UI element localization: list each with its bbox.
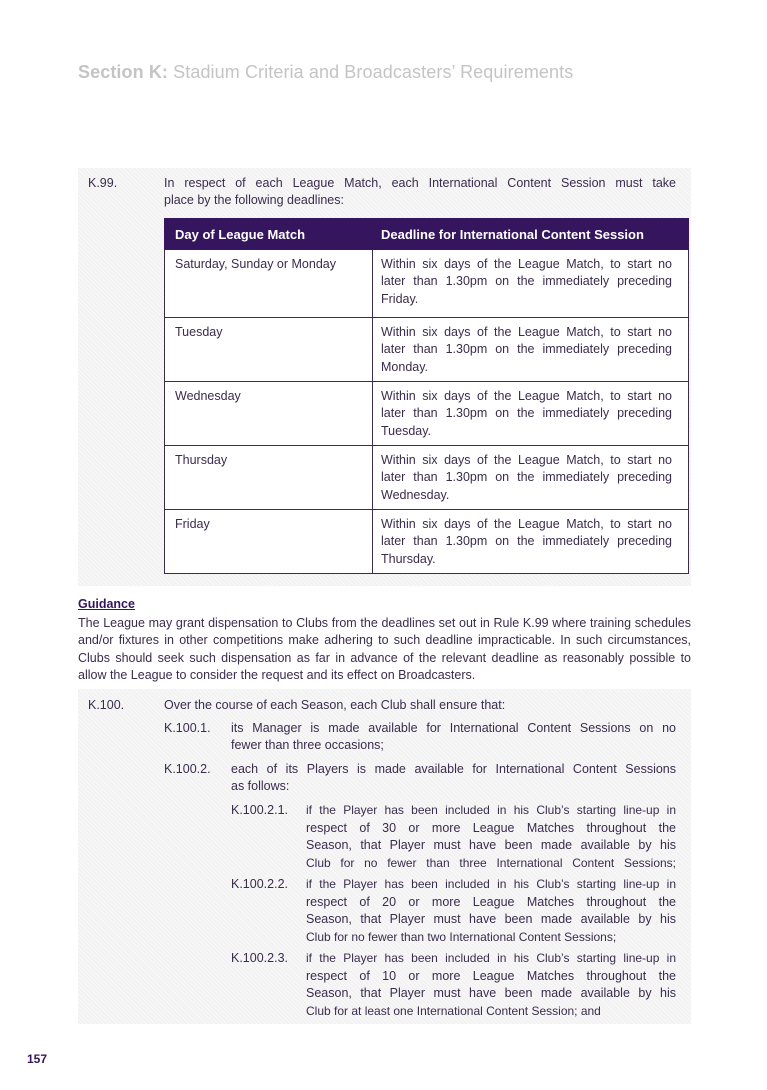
guidance-text [78,615,691,685]
section-title-text: Stadium Criteria and Broadcasters’ Requirements [173,62,574,82]
deadline-text: Within six days of the League Match, to start no later than 1.30pm on the immediately preceding Friday. [381,257,672,306]
guidance-heading: Guidance [78,597,135,611]
rule-k10022-line-2: respect of 20 or more League Matches throughout the [306,894,676,909]
rule-k10023-line-2: respect of 10 or more League Matches throughout the [306,968,676,983]
rule-k10022-line-1: if the Player has been included in his Club’s starting line-up in [306,877,676,891]
deadline-table [164,218,689,574]
rule-k10021-line-3: Season, that Player must have been made available by his [306,838,676,852]
table-row [165,446,689,510]
table-row [165,382,689,446]
table-header-row [165,219,689,250]
header-deadline: Deadline for International Content Session [373,219,689,250]
table-row [165,318,689,382]
rule-k100-intro: Over the course of each Season, each Club shall ensure that: [164,698,506,712]
rule-number-k10023: K.100.2.3. [231,951,288,965]
day-cell: Tuesday [165,318,373,382]
day-cell: Thursday [165,446,373,510]
deadline-text: Within six days of the League Match, to start no later than 1.30pm on the immediately preceding Wednesday. [381,453,672,502]
rule-k10021-line-1: if the Player has been included in his Club’s starting line-up in [306,803,676,817]
header-day-of-league-match: Day of League Match [165,219,373,250]
deadline-cell [373,446,689,510]
rule-k10023-line-3: Season, that Player must have been made available by his [306,986,676,1000]
deadline-text: Within six days of the League Match, to start no later than 1.30pm on the immediately preceding Thursday. [381,517,672,566]
rule-number-k99: K.99. [88,176,118,190]
day-cell: Friday [165,510,373,574]
guidance-paragraph: The League may grant dispensation to Clubs from the deadlines set out in Rule K.99 where training schedules and/or fixtures in other competitions make adhering to such deadline impracticable. In such circumstances, Clubs should seek such dispensation as far in advance of the relevant deadline as reasonably possible to allow the League to consider the request and its effect on Broadcasters. [78,616,691,683]
deadline-text: Within six days of the League Match, to start no later than 1.30pm on the immediately preceding Monday. [381,325,672,374]
rule-k10023-line-1: if the Player has been included in his Club’s starting line-up in [306,951,676,965]
rule-k1002-line-1: each of its Players is made available for International Content Sessions [231,762,676,776]
page-number: 157 [27,1052,48,1066]
rule-number-k1001: K.100.1. [164,721,211,735]
day-cell: Saturday, Sunday or Monday [165,250,373,318]
rule-number-k100: K.100. [88,698,125,712]
rule-k10021-line-4: Club for no fewer than three International Content Sessions; [306,855,676,870]
rule-k1001-line-1: its Manager is made available for International Content Sessions on no [231,721,676,735]
rule-number-k1002: K.100.2. [164,762,211,776]
deadline-cell [373,382,689,446]
rule-k99-line-1: In respect of each League Match, each International Content Session must take [164,176,676,190]
rule-k10021-line-2: respect of 30 or more League Matches throughout the [306,820,676,835]
rule-k10023-line-4: Club for at least one International Content Session; and [306,1003,601,1018]
deadline-text: Within six days of the League Match, to start no later than 1.30pm on the immediately preceding Tuesday. [381,389,672,438]
rule-number-k10021: K.100.2.1. [231,803,288,817]
deadline-cell [373,510,689,574]
table-row [165,250,689,318]
deadline-cell [373,318,689,382]
rule-k10022-line-3: Season, that Player must have been made available by his [306,912,676,926]
rule-k99-line-2: place by the following deadlines: [164,193,344,207]
rule-k10022-line-4: Club for no fewer than two International Content Sessions; [306,929,617,944]
rule-k1001-line-2: fewer than three occasions; [231,738,384,752]
table-row [165,510,689,574]
deadline-cell [373,250,689,318]
rule-number-k10022: K.100.2.2. [231,877,288,891]
rule-k1002-line-2: as follows: [231,779,290,793]
section-label: Section K: [78,62,169,82]
day-cell: Wednesday [165,382,373,446]
section-title [78,62,573,83]
